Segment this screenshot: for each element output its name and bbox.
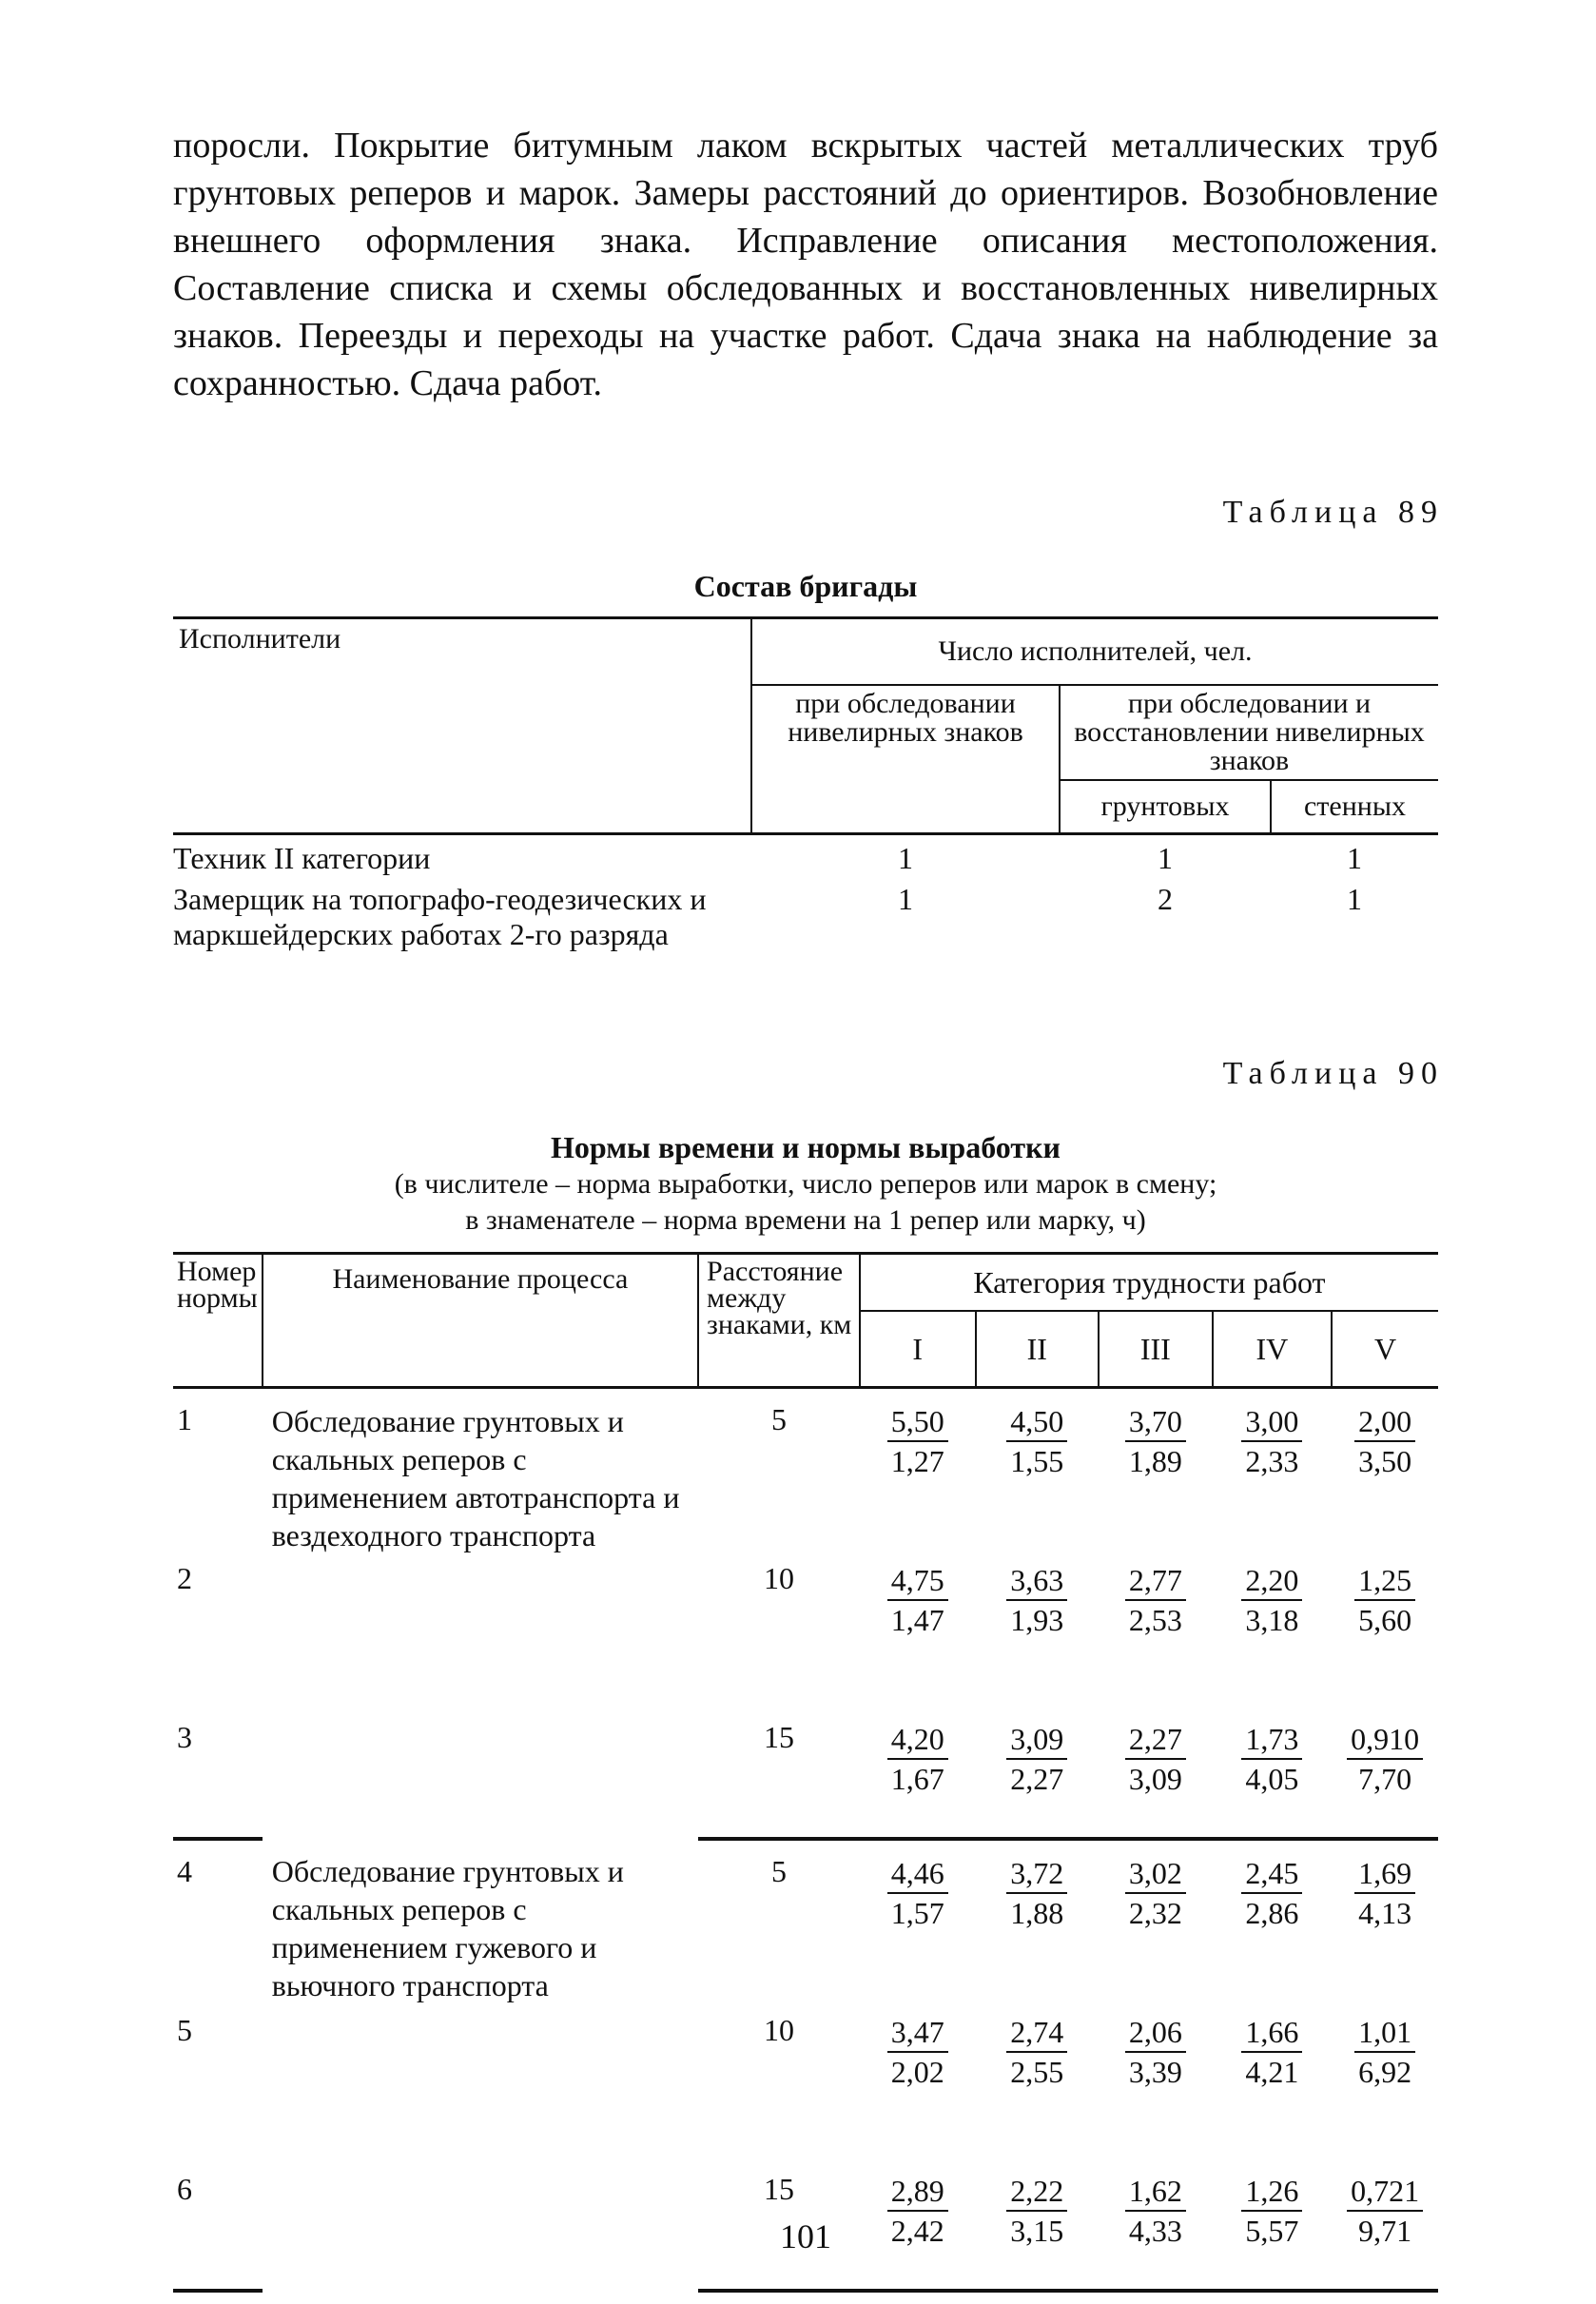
process-name: Обследование грунтовых и скальных реперов с применением автотранспорта и вездеходного транспорта: [271, 1404, 680, 1552]
distance-value: 5: [770, 1854, 787, 1888]
norm-fraction: $\frac{1,73}{4,05}$: [1241, 1720, 1302, 1798]
norm-fraction: $\frac{2,74}{2,55}$: [1006, 2013, 1067, 2091]
header-category-3: III: [1099, 1311, 1213, 1388]
header-process: Наименование процесса: [263, 1254, 698, 1388]
norm-fraction: $\frac{5,50}{1,27}$: [887, 1402, 948, 1480]
norm-fraction: $\frac{3,70}{1,89}$: [1125, 1402, 1186, 1480]
table-row: [173, 876, 1438, 952]
header-norm-number: Номер нормы: [173, 1254, 263, 1388]
header-count-group: Число исполнителей, чел.: [751, 618, 1438, 686]
table-89-title: Состав бригады: [693, 569, 918, 603]
crew-composition-table: [173, 616, 1438, 952]
norm-number: 2: [177, 1561, 192, 1595]
header-survey: при обследовании нивелирных знаков: [751, 685, 1060, 834]
norm-fraction: $\frac{3,72}{1,88}$: [1006, 1854, 1067, 1932]
norm-fraction: $\frac{4,50}{1,55}$: [1006, 1402, 1067, 1480]
norm-fraction: $\frac{1,62}{4,33}$: [1125, 2172, 1186, 2250]
norm-fraction: $\frac{1,25}{5,60}$: [1354, 1561, 1415, 1639]
intro-text: поросли. Покрытие битумным лаком вскрытых частей металлических труб грунтовых реперов и марок. Замеры расстояний до ориентиров. Возобновление внешнего оформления знака. Исправление описания местоположения. Составление списка и схемы обследованных и восстановленных нивелирных знаков. Переезды и переходы на участке работ. Сдача знака на наблюдение за сохранностью. Сдача работ.: [173, 126, 1438, 403]
norm-fraction: $\frac{1,69}{4,13}$: [1354, 1854, 1415, 1932]
norm-fraction: $\frac{4,46}{1,57}$: [887, 1854, 948, 1932]
table-90-label: Таблица 90: [1222, 1056, 1444, 1091]
norm-fraction: $\frac{3,00}{2,33}$: [1241, 1402, 1302, 1480]
norm-fraction: $\frac{4,75}{1,47}$: [887, 1561, 948, 1639]
norm-number: 6: [173, 2158, 263, 2291]
norm-fraction: $\frac{3,47}{2,02}$: [887, 2013, 948, 2091]
survey-count: 1: [898, 841, 913, 875]
ground-count: 1: [1158, 841, 1173, 875]
table-90-subtitle-2: в знаменателе – норма времени на 1 репер или марку, ч): [465, 1204, 1146, 1236]
norm-fraction: $\frac{3,02}{2,32}$: [1125, 1854, 1186, 1932]
header-performers: Исполнители: [173, 618, 751, 834]
norm-fraction: $\frac{1,26}{5,57}$: [1241, 2172, 1302, 2250]
distance-value: 10: [763, 2013, 794, 2047]
norm-number: 3: [173, 1707, 263, 1839]
header-category: Категория трудности работ: [860, 1254, 1438, 1312]
norm-fraction: $\frac{2,22}{3,15}$: [1006, 2172, 1067, 2250]
norm-number: 5: [177, 2013, 192, 2047]
norm-number: 1: [177, 1402, 192, 1436]
norm-fraction: $\frac{0,721}{9,71}$: [1347, 2172, 1423, 2250]
norm-fraction: $\frac{3,63}{1,93}$: [1006, 1561, 1067, 1639]
table-89-label: Таблица 89: [1222, 495, 1444, 530]
process-name: Обследование грунтовых и скальных реперов с применением гужевого и вьючного транспорта: [271, 1854, 624, 2002]
table-90-subtitle-1: (в числителе – норма выработки, число реперов или марок в смену;: [394, 1168, 1217, 1200]
intro-paragraph: [173, 122, 1438, 407]
time-norms-table: [173, 1252, 1438, 2293]
norm-fraction: $\frac{0,910}{7,70}$: [1347, 1720, 1423, 1798]
header-category-1: I: [860, 1311, 976, 1388]
norm-fraction: $\frac{2,45}{2,86}$: [1241, 1854, 1302, 1932]
wall-count: 1: [1347, 841, 1362, 875]
header-survey-restore: при обследовании и восстановлении нивелирных знаков: [1060, 685, 1438, 780]
header-category-5: V: [1332, 1311, 1438, 1388]
norm-fraction: $\frac{2,06}{3,39}$: [1125, 2013, 1186, 2091]
norm-fraction: $\frac{1,66}{4,21}$: [1241, 2013, 1302, 2091]
norm-fraction: $\frac{2,89}{2,42}$: [887, 2172, 948, 2250]
header-ground: грунтовых: [1060, 780, 1271, 834]
performer-name: Замерщик на топографо-геодезических и маркшейдерских работах 2-го разряда: [173, 882, 707, 951]
norm-fraction: $\frac{2,77}{2,53}$: [1125, 1561, 1186, 1639]
table-row: [173, 1839, 1438, 2000]
table-90-title: Нормы времени и нормы выработки: [551, 1130, 1061, 1164]
distance-value: 15: [698, 1707, 860, 1839]
distance-value: 5: [770, 1402, 787, 1436]
ground-count: 2: [1158, 882, 1173, 916]
norm-number: 4: [177, 1854, 192, 1888]
survey-count: 1: [898, 882, 913, 916]
header-distance: Расстояние между знаками, км: [698, 1254, 860, 1388]
page-number: 101: [780, 2217, 831, 2255]
norm-fraction: $\frac{2,20}{3,18}$: [1241, 1561, 1302, 1639]
header-category-2: II: [976, 1311, 1100, 1388]
header-wall: стенных: [1271, 780, 1438, 834]
norm-fraction: $\frac{4,20}{1,67}$: [887, 1720, 948, 1798]
norm-fraction: $\frac{2,00}{3,50}$: [1354, 1402, 1415, 1480]
distance-value: 10: [763, 1561, 794, 1595]
norm-fraction: $\frac{3,09}{2,27}$: [1006, 1720, 1067, 1798]
table-row: [173, 1388, 1438, 1549]
wall-count: 1: [1347, 882, 1362, 916]
norm-fraction: $\frac{2,27}{3,09}$: [1125, 1720, 1186, 1798]
distance-value: 15: [698, 2158, 860, 2291]
norm-fraction: $\frac{1,01}{6,92}$: [1354, 2013, 1415, 2091]
table-row: [173, 834, 1438, 877]
performer-name: Техник II категории: [173, 841, 431, 875]
header-category-4: IV: [1213, 1311, 1333, 1388]
